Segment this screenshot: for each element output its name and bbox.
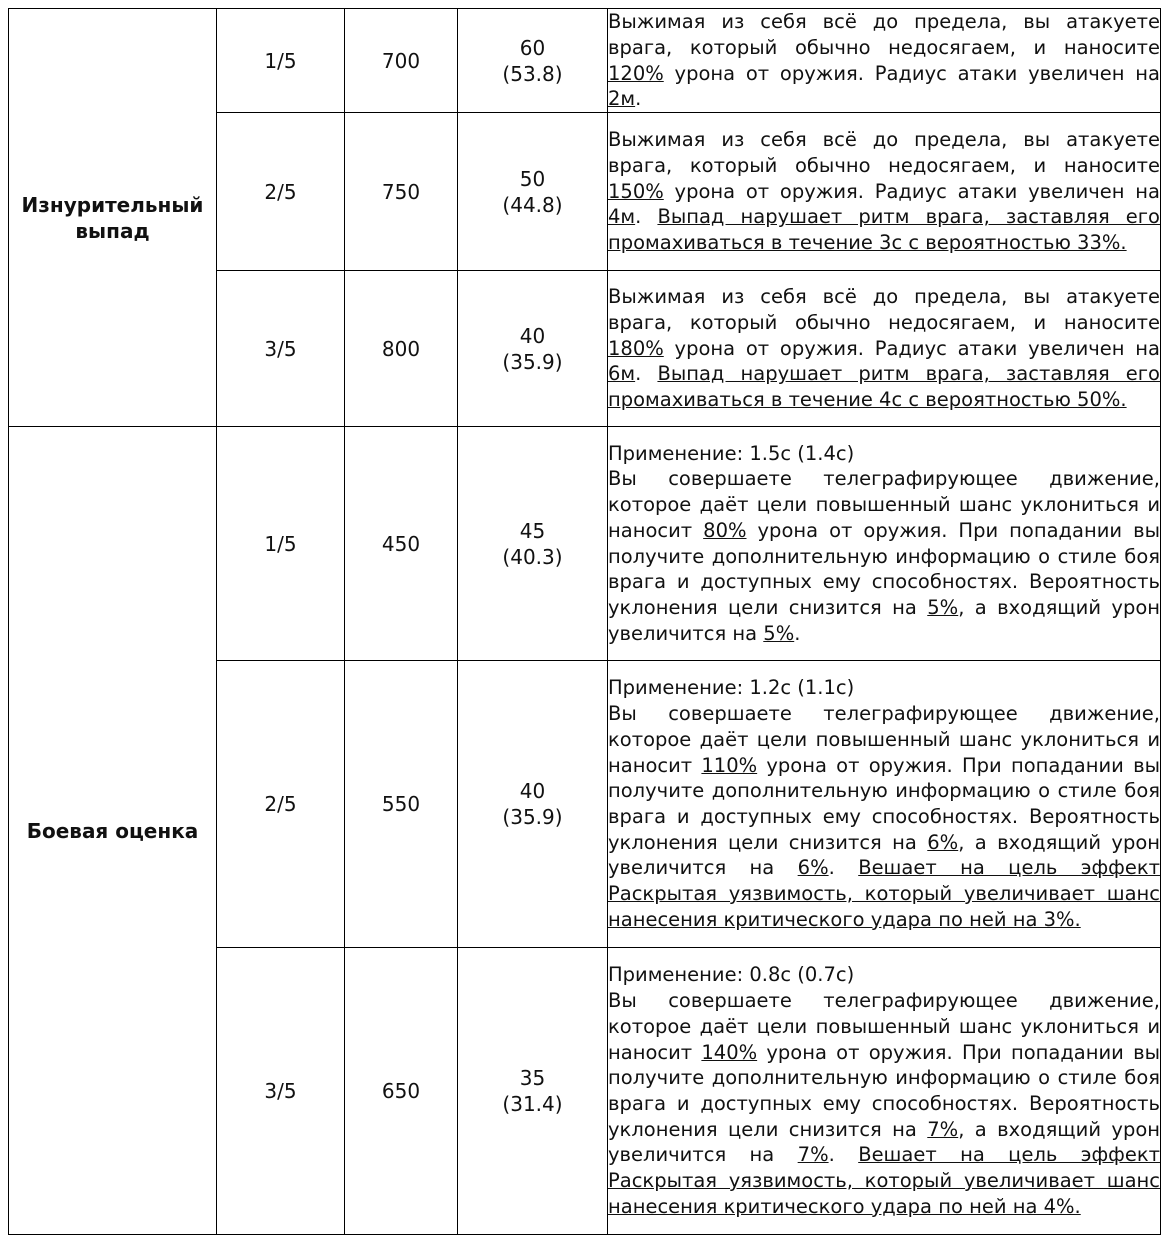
highlighted-value: 6% bbox=[927, 830, 959, 854]
description-segment: , а входящий урон увеличится на bbox=[608, 1117, 1160, 1167]
highlighted-value: Выпад нарушает ритм врага, заставляя его промахиваться в течение 4с с вероятностью 50%. bbox=[608, 362, 1160, 412]
skill-name-cell bbox=[9, 9, 217, 427]
cost-cell bbox=[345, 661, 458, 948]
cooldown-value: 35 bbox=[519, 1066, 546, 1090]
description-segment: Выжимая из себя всё до предела, вы атакуете врага, который обычно недосягаем, и наносите bbox=[608, 285, 1160, 334]
rank-value: 3/5 bbox=[264, 1079, 297, 1103]
description-segment: Выжимая из себя всё до предела, вы атакуете врага, который обычно недосягаем, и наносите bbox=[608, 10, 1160, 59]
cooldown-value: 40 bbox=[519, 323, 546, 348]
description-segment: . bbox=[635, 362, 658, 386]
highlighted-value: 5% bbox=[927, 595, 959, 619]
cost-cell bbox=[345, 113, 458, 271]
description-segment: Вы совершаете телеграфирующее движение, которое даёт цели повышенный шанс уклониться и наносит bbox=[608, 989, 1160, 1064]
cost-cell bbox=[345, 948, 458, 1235]
table-row bbox=[9, 427, 1161, 661]
description-text bbox=[608, 989, 1160, 1218]
cooldown-cell bbox=[458, 661, 608, 948]
cost-value: 450 bbox=[381, 531, 421, 556]
description-text bbox=[608, 702, 1160, 931]
highlighted-value: 180% bbox=[608, 336, 664, 360]
table-row bbox=[9, 9, 1161, 113]
cost-value: 650 bbox=[381, 1079, 421, 1103]
cost-cell bbox=[345, 9, 458, 113]
description-segment: урона от оружия. При попадании вы получите дополнительную информацию о стиле боя врага и доступных ему способностях. Вероятность уклонения цели снизится на bbox=[608, 518, 1160, 619]
rank-value: 1/5 bbox=[264, 531, 297, 556]
description-segment: , а входящий урон увеличится на bbox=[608, 595, 1160, 645]
cooldown-reduced-value: (53.8) bbox=[502, 61, 563, 86]
description-segment: . bbox=[828, 856, 859, 880]
description-segment: Выжимая из себя всё до предела, вы атакуете врага, который обычно недосягаем, и наносите bbox=[608, 128, 1160, 177]
cost-value: 700 bbox=[381, 48, 421, 73]
cost-value: 750 bbox=[381, 179, 421, 204]
description-cell bbox=[608, 948, 1161, 1235]
description-text bbox=[608, 10, 1160, 110]
skills-table bbox=[8, 8, 1161, 1235]
usage-time: Применение: 1.2с (1.1с) bbox=[608, 676, 855, 700]
highlighted-value: 7% bbox=[797, 1143, 829, 1167]
description-segment: , а входящий урон увеличится на bbox=[608, 830, 1160, 880]
rank-cell bbox=[217, 661, 345, 948]
cooldown-cell bbox=[458, 9, 608, 113]
highlighted-value: Выпад нарушает ритм врага, заставляя его промахиваться в течение 3с с вероятностью 33%. bbox=[608, 205, 1160, 255]
cooldown-reduced-value: (44.8) bbox=[502, 192, 563, 217]
description-cell bbox=[608, 661, 1161, 948]
highlighted-value: 2м bbox=[608, 87, 636, 111]
description-segment: урона от оружия. Радиус атаки увеличен на bbox=[663, 336, 1160, 360]
description-segment: урона от оружия. Радиус атаки увеличен на bbox=[663, 61, 1160, 85]
highlighted-value: Вешает на цель эффект Раскрытая уязвимость, который увеличивает шанс нанесения критического удара по ней на 4%. bbox=[608, 1143, 1160, 1218]
cooldown-value: 60 bbox=[519, 35, 546, 60]
cooldown-value: 45 bbox=[519, 518, 546, 543]
cost-cell bbox=[345, 427, 458, 661]
description-segment: Вы совершаете телеграфирующее движение, которое даёт цели повышенный шанс уклониться и наносит bbox=[608, 467, 1160, 542]
cooldown-cell bbox=[458, 113, 608, 271]
highlighted-value: 150% bbox=[608, 179, 664, 203]
rank-cell bbox=[217, 113, 345, 271]
cooldown-cell bbox=[458, 271, 608, 427]
rank-cell bbox=[217, 271, 345, 427]
highlighted-value: 110% bbox=[701, 753, 758, 777]
usage-time: Применение: 0.8с (0.7с) bbox=[608, 963, 855, 987]
highlighted-value: 6% bbox=[797, 856, 829, 880]
rank-cell bbox=[217, 9, 345, 113]
description-segment: урона от оружия. При попадании вы получите дополнительную информацию о стиле боя врага и доступных ему способностях. Вероятность уклонения цели снизится на bbox=[608, 753, 1160, 854]
cooldown-value: 50 bbox=[519, 166, 546, 191]
description-segment: . bbox=[794, 621, 801, 645]
cost-cell bbox=[345, 271, 458, 427]
cooldown-cell bbox=[458, 427, 608, 661]
cooldown-reduced-value: (31.4) bbox=[502, 1092, 563, 1116]
highlighted-value: 5% bbox=[763, 621, 795, 645]
skill-name-cell bbox=[9, 427, 217, 1235]
description-text bbox=[608, 467, 1160, 644]
rank-cell bbox=[217, 427, 345, 661]
skills-table-body bbox=[9, 9, 1161, 1235]
description-cell bbox=[608, 9, 1161, 113]
description-segment: . bbox=[635, 205, 658, 229]
description-cell bbox=[608, 271, 1161, 427]
description-cell bbox=[608, 427, 1161, 661]
description-segment: . bbox=[635, 87, 642, 111]
skill-name: Изнурительный выпад bbox=[21, 192, 204, 243]
description-segment: . bbox=[828, 1143, 859, 1167]
highlighted-value: 120% bbox=[608, 61, 664, 85]
cost-value: 550 bbox=[381, 792, 421, 816]
cooldown-reduced-value: (40.3) bbox=[502, 544, 563, 569]
highlighted-value: 6м bbox=[608, 362, 636, 386]
cost-value: 800 bbox=[381, 336, 421, 361]
highlighted-value: 7% bbox=[927, 1117, 959, 1141]
highlighted-value: 140% bbox=[701, 1040, 758, 1064]
rank-value: 1/5 bbox=[264, 48, 297, 73]
description-cell bbox=[608, 113, 1161, 271]
cooldown-reduced-value: (35.9) bbox=[502, 805, 563, 829]
description-text bbox=[608, 285, 1160, 411]
highlighted-value: Вешает на цель эффект Раскрытая уязвимость, который увеличивает шанс нанесения критического удара по ней на 3%. bbox=[608, 856, 1160, 931]
cooldown-cell bbox=[458, 948, 608, 1235]
description-text bbox=[608, 128, 1160, 254]
usage-time: Применение: 1.5с (1.4с) bbox=[608, 441, 855, 465]
cooldown-value: 40 bbox=[519, 779, 546, 803]
description-segment: Вы совершаете телеграфирующее движение, которое даёт цели повышенный шанс уклониться и наносит bbox=[608, 702, 1160, 777]
description-segment: урона от оружия. Радиус атаки увеличен на bbox=[663, 179, 1160, 203]
highlighted-value: 4м bbox=[608, 205, 636, 229]
skill-name: Боевая оценка bbox=[26, 818, 199, 843]
description-segment: урона от оружия. При попадании вы получите дополнительную информацию о стиле боя врага и доступных ему способностях. Вероятность уклонения цели снизится на bbox=[608, 1040, 1160, 1141]
rank-value: 2/5 bbox=[264, 792, 297, 816]
highlighted-value: 80% bbox=[703, 518, 747, 542]
cooldown-reduced-value: (35.9) bbox=[502, 349, 563, 374]
rank-value: 2/5 bbox=[264, 179, 297, 204]
rank-value: 3/5 bbox=[264, 336, 297, 361]
rank-cell bbox=[217, 948, 345, 1235]
